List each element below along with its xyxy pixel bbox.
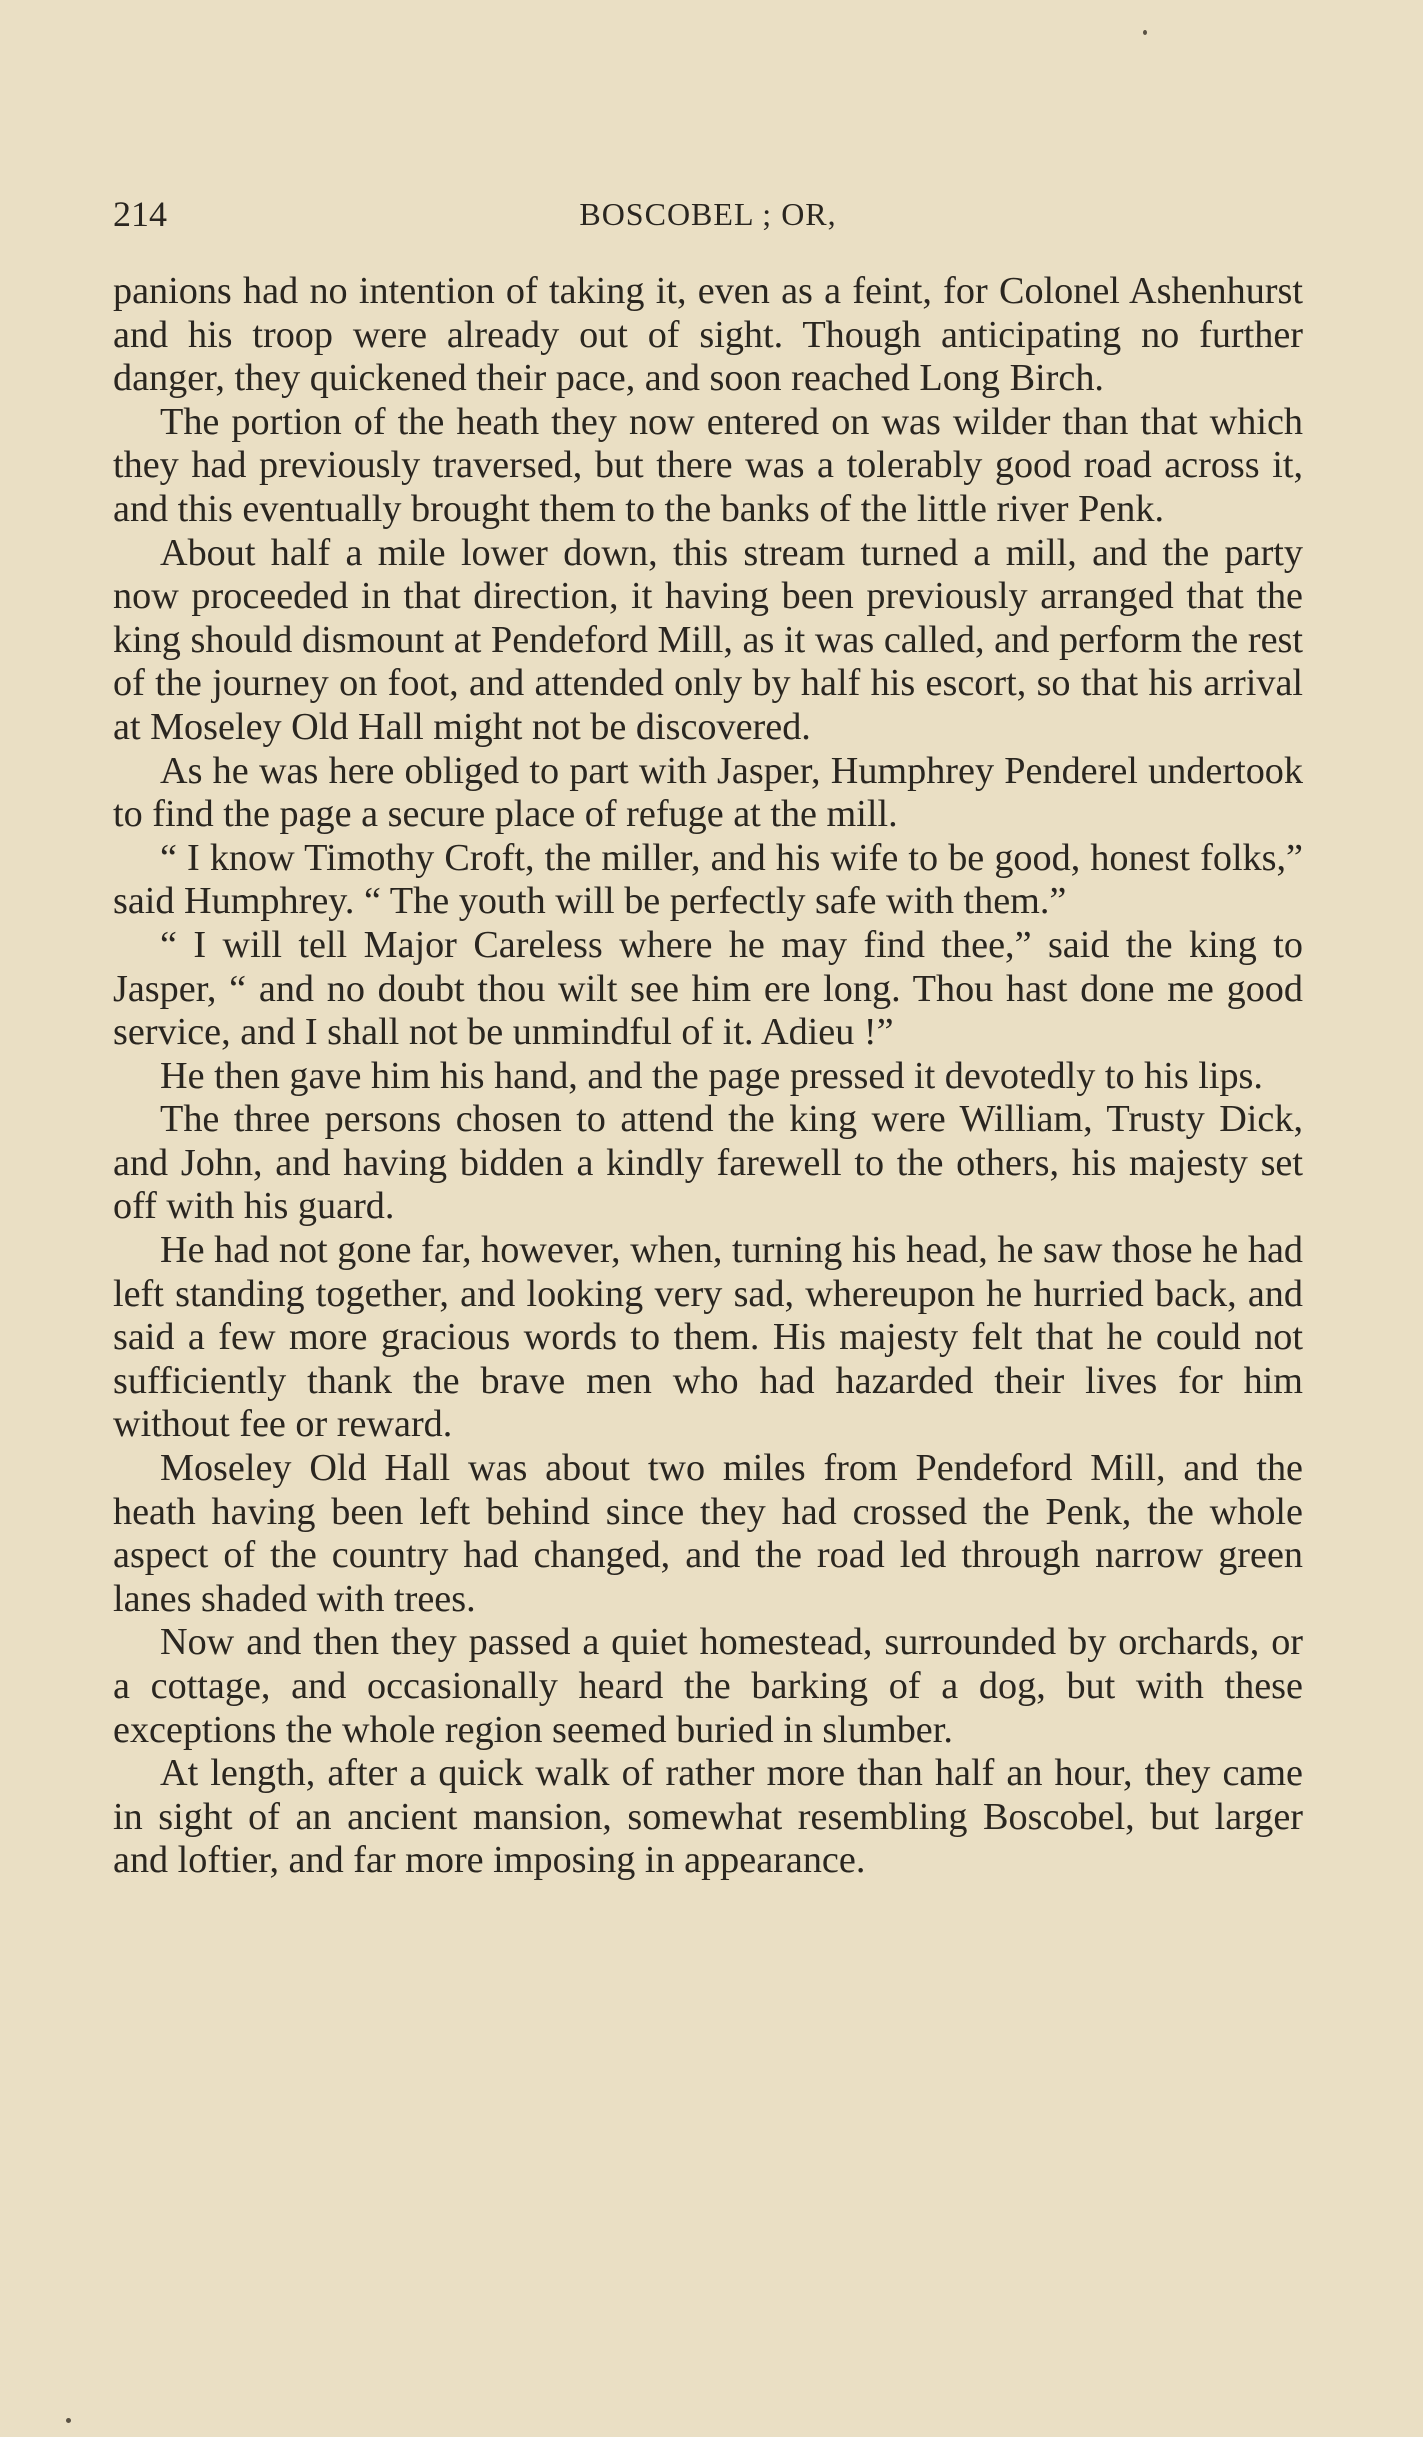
paragraph: As he was here obliged to part with Jasper, Humphrey Penderel undertook to find the page a secure place of refuge at the mill. (113, 749, 1303, 836)
page-header (113, 188, 1303, 240)
page-number: 214 (113, 194, 167, 234)
paragraph: About half a mile lower down, this stream turned a mill, and the party now proceeded in that direction, it having been previously arranged that the king should dismount at Pendeford Mill, as it was called, and perform the rest of the journey on foot, and attended only by half his escort, so that his arrival at Moseley Old Hall might not be discovered. (113, 531, 1303, 748)
paragraph: “ I will tell Major Careless where he may find thee,” said the king to Jasper, “ and no doubt thou wilt see him ere long. Thou hast done me good service, and I shall not be unmindful of it. Adieu !” (113, 923, 1303, 1054)
paper-speck (1143, 30, 1147, 35)
paragraph: The three persons chosen to attend the king were William, Trusty Dick, and John, and having bidden a kindly farewell to the others, his majesty set off with his guard. (113, 1098, 1303, 1228)
paragraph: panions had no intention of taking it, even as a feint, for Colonel Ashenhurst and his troop were already out of sight. Though anticipating no further danger, they quickened their pace, and soon reached Long Birch. (113, 270, 1303, 400)
paragraph: He then gave him his hand, and the page pressed it devotedly to his lips. (160, 1054, 1263, 1097)
running-head: BOSCOBEL ; OR, (579, 196, 837, 232)
paragraph: He had not gone far, however, when, turning his head, he saw those he had left standing together, and looking very sad, whereupon he hurried back, and said a few more gracious words to them. His majesty felt that he could not sufficiently thank the brave men who had hazarded their lives for him without fee or reward. (113, 1229, 1303, 1446)
paper-speck (66, 2418, 71, 2423)
body-text (113, 270, 1303, 1883)
paragraph: The portion of the heath they now entered on was wilder than that which they had previously traversed, but there was a tolerably good road across it, and this eventually brought them to the banks of the little river Penk. (113, 400, 1303, 530)
paragraph: At length, after a quick walk of rather more than half an hour, they came in sight of an ancient mansion, somewhat resembling Boscobel, but larger and loftier, and far more imposing in appearance. (113, 1752, 1303, 1882)
paragraph: Moseley Old Hall was about two miles from Pendeford Mill, and the heath having been left behind since they had crossed the Penk, the whole aspect of the country had changed, and the road led through narrow green lanes shaded with trees. (113, 1447, 1303, 1620)
paragraph: Now and then they passed a quiet homestead, surrounded by orchards, or a cottage, and occasionally heard the barking of a dog, but with these exceptions the whole region seemed buried in slumber. (113, 1621, 1303, 1751)
paragraph: “ I know Timothy Croft, the miller, and his wife to be good, honest folks,” said Humphrey. “ The youth will be perfectly safe with them.” (113, 836, 1303, 923)
